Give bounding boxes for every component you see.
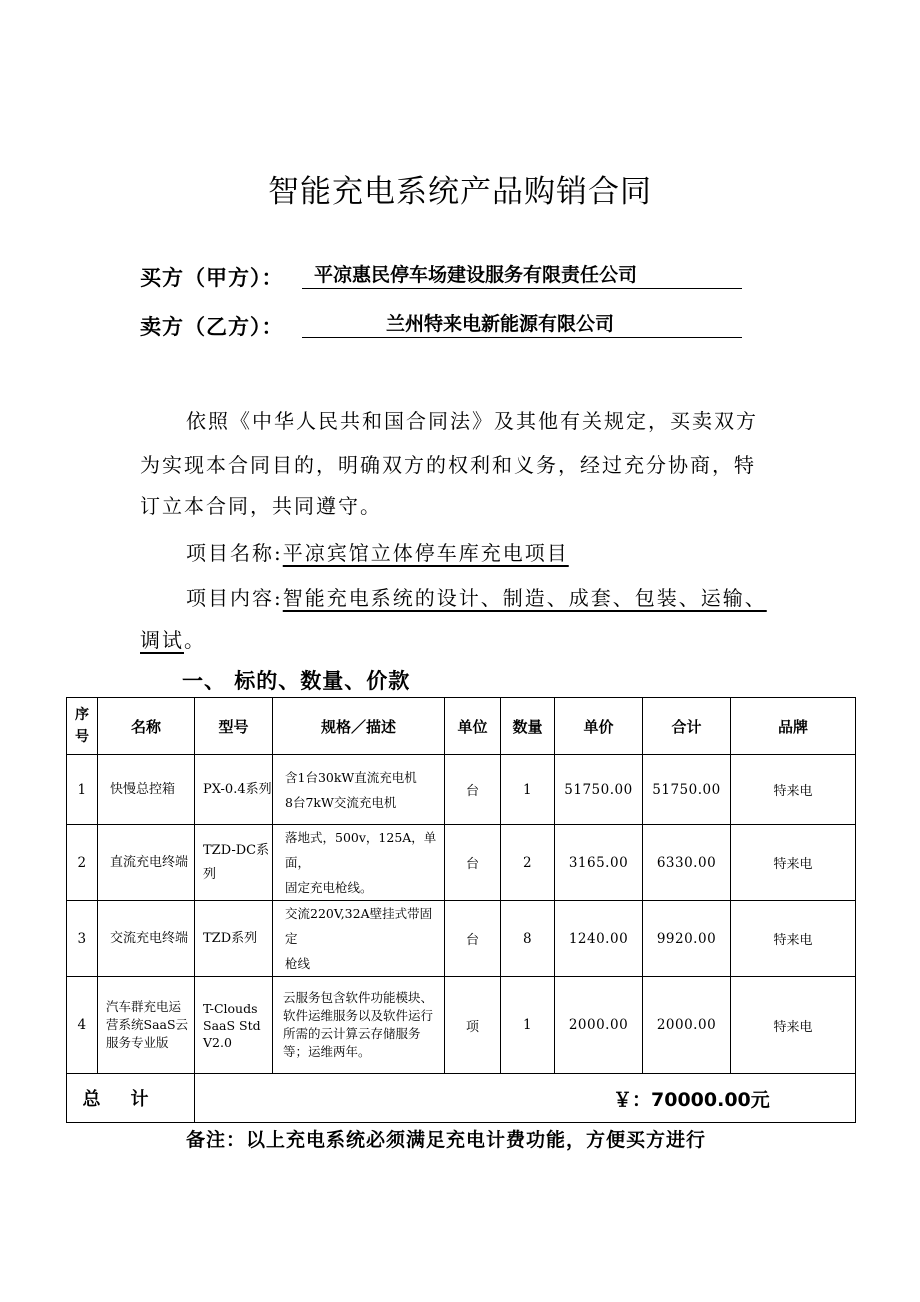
project-content-value: 智能充电系统的设计、制造、成套、包装、运输、 [282, 586, 767, 610]
intro-line-2: 为实现本合同目的，明确双方的权利和义务，经过充分协商，特 [140, 453, 756, 477]
row-unit: 台 [445, 755, 501, 825]
header-model: 型号 [195, 698, 273, 755]
table-row [67, 755, 856, 825]
project-content-line-2 [140, 624, 206, 653]
header-spec: 规格／描述 [273, 698, 445, 755]
page-title: 智能充电系统产品购销合同 [268, 174, 652, 210]
project-name-value: 平凉宾馆立体停车库充电项目 [282, 541, 569, 565]
header-qty: 数量 [501, 698, 555, 755]
section-heading: 一、 标的、数量、价款 [182, 669, 411, 693]
row-spec-line-1: 落地式，500v，125A，单面， [285, 830, 437, 870]
header-no: 序号 [67, 698, 98, 755]
seller-label: 卖方（乙方）： [140, 315, 284, 339]
row-model: TZD-DC系列 [195, 825, 273, 901]
row-spec [273, 901, 445, 977]
header-unit: 单位 [445, 698, 501, 755]
project-content-value-2: 调试 [140, 628, 184, 652]
row-spec-line-1: 交流220V,32A壁挂式带固定 [285, 906, 433, 946]
row-total: 6330.00 [643, 825, 731, 901]
row-no: 2 [67, 825, 98, 901]
row-price: 2000.00 [555, 977, 643, 1074]
row-no: 4 [67, 977, 98, 1074]
row-model: PX-0.4系列 [195, 755, 273, 825]
table-row [67, 977, 856, 1074]
row-spec [273, 977, 445, 1074]
row-spec-line-1: 云服务包含软件功能模块、软件运维服务以及软件运行所需的云计算云存储服务等；运维两年。 [283, 990, 434, 1059]
row-unit: 台 [445, 901, 501, 977]
row-spec [273, 755, 445, 825]
header-total: 合计 [643, 698, 731, 755]
row-total: 2000.00 [643, 977, 731, 1074]
row-spec-line-2: 8台7kW交流充电机 [285, 794, 397, 810]
project-content-end: 。 [184, 628, 206, 652]
table-row [67, 901, 856, 977]
total-label: 总计 [67, 1074, 195, 1123]
row-spec-line-2: 固定充电枪线。 [285, 880, 373, 895]
header-brand: 品牌 [731, 698, 856, 755]
row-total: 9920.00 [643, 901, 731, 977]
row-spec-line-1: 含1台30kW直流充电机 [285, 769, 417, 785]
row-unit: 台 [445, 825, 501, 901]
buyer-label: 买方（甲方）： [140, 266, 284, 290]
project-content-label: 项目内容: [186, 586, 283, 610]
remarks: 备注：以上充电系统必须满足充电计费功能，方便买方进行 [186, 1129, 707, 1151]
seller-name: 兰州特来电新能源有限公司 [302, 311, 742, 338]
row-no: 3 [67, 901, 98, 977]
row-name: 快慢总控箱 [98, 755, 195, 825]
row-model: TZD系列 [195, 901, 273, 977]
row-price: 3165.00 [555, 825, 643, 901]
row-model: T-Clouds SaaS Std V2.0 [195, 977, 273, 1074]
project-name-line [186, 537, 569, 566]
header-price: 单价 [555, 698, 643, 755]
row-total: 51750.00 [643, 755, 731, 825]
total-value: ￥：70000.00元 [195, 1074, 856, 1123]
row-name: 直流充电终端 [98, 825, 195, 901]
row-spec [273, 825, 445, 901]
project-content-line [186, 582, 767, 611]
row-price: 1240.00 [555, 901, 643, 977]
row-no: 1 [67, 755, 98, 825]
row-spec-line-2: 枪线 [285, 956, 311, 971]
row-brand: 特来电 [731, 977, 856, 1074]
table-row [67, 825, 856, 901]
row-brand: 特来电 [731, 901, 856, 977]
row-qty: 2 [501, 825, 555, 901]
row-qty: 1 [501, 755, 555, 825]
intro-line-1: 依照《中华人民共和国合同法》及其他有关规定，买卖双方 [186, 409, 758, 433]
row-qty: 1 [501, 977, 555, 1074]
buyer-name: 平凉惠民停车场建设服务有限责任公司 [302, 262, 742, 289]
row-price: 51750.00 [555, 755, 643, 825]
row-name: 交流充电终端 [98, 901, 195, 977]
row-brand: 特来电 [731, 825, 856, 901]
row-qty: 8 [501, 901, 555, 977]
intro-line-3: 订立本合同，共同遵守。 [140, 494, 382, 518]
product-table [66, 697, 856, 1123]
table-total-row [67, 1074, 856, 1123]
project-name-label: 项目名称: [186, 541, 283, 565]
row-unit: 项 [445, 977, 501, 1074]
row-brand: 特来电 [731, 755, 856, 825]
table-header-row [67, 698, 856, 755]
row-name: 汽车群充电运营系统SaaS云服务专业版 [98, 977, 195, 1074]
header-name: 名称 [98, 698, 195, 755]
